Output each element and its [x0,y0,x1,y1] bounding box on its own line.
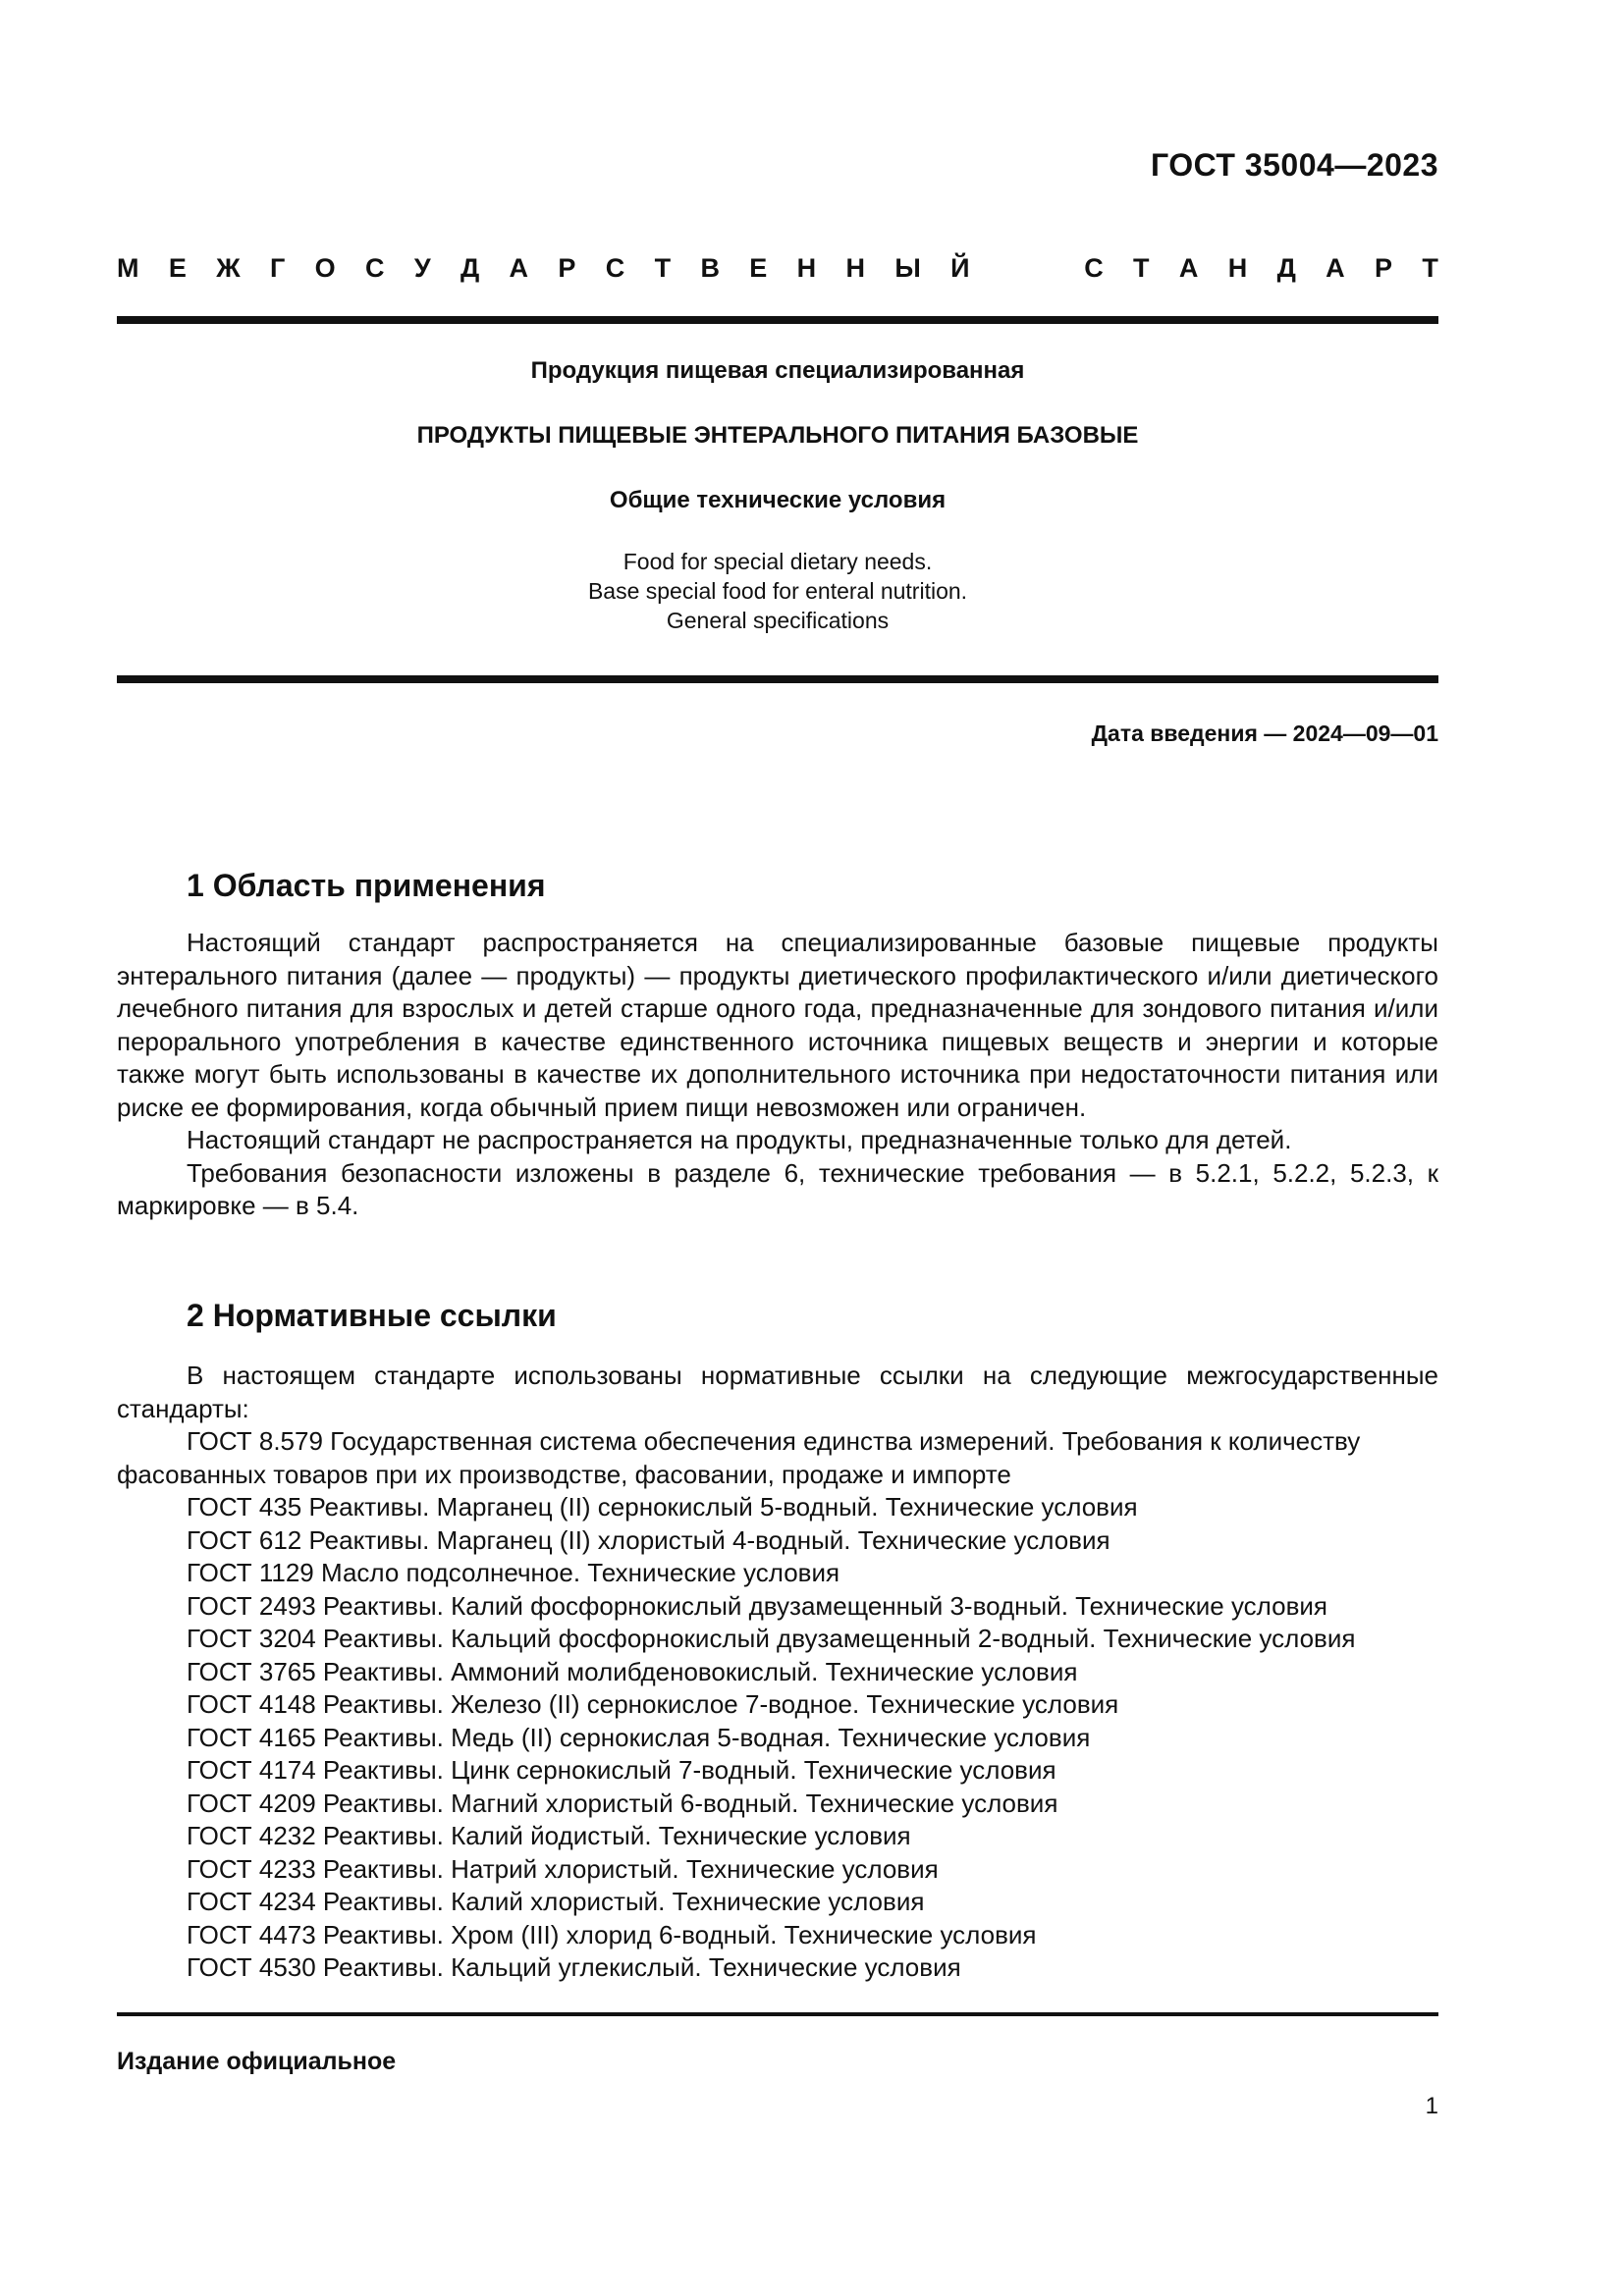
reference-item: ГОСТ 3765 Реактивы. Аммоний молибденовокислый. Технические условия [187,1656,1078,1686]
reference-item: ГОСТ 4473 Реактивы. Хром (III) хлорид 6-водный. Технические условия [187,1919,1037,1949]
document-title: ПРОДУКТЫ ПИЩЕВЫЕ ЭНТЕРАЛЬНОГО ПИТАНИЯ БАЗОВЫЕ [416,422,1139,449]
banner-letter: Ж [216,253,241,283]
reference-item: ГОСТ 4530 Реактивы. Кальций углекислый. Технические условия [187,1952,961,1982]
banner-letter: В [700,253,720,283]
reference-item: ГОСТ 1129 Масло подсолнечное. Технические условия [187,1558,840,1587]
english-title-line: General specifications [666,608,890,633]
banner-letter: С [1084,253,1104,283]
english-title-line: Base special food for enteral nutrition. [587,578,968,604]
scope-paragraph: Требования безопасности изложены в разделе 6, технические требования — в 5.2.1, 5.2.2, 5.2.3, к маркировке — в 5.4. [117,1157,1438,1220]
banner-letter: Р [558,253,576,283]
banner-letter: Н [796,253,817,283]
reference-item: ГОСТ 4234 Реактивы. Калий хлористый. Технические условия [187,1887,925,1916]
reference-item: ГОСТ 3204 Реактивы. Кальций фосфорнокислый двузамещенный 2-водный. Технические условия [187,1624,1356,1653]
reference-item: ГОСТ 4148 Реактивы. Железо (II) сернокислое 7-водное. Технические условия [187,1689,1119,1719]
banner-letter: Е [168,253,187,283]
banner-letter: А [1326,253,1345,283]
references-section-body [117,1360,1438,1985]
reference-item: ГОСТ 4174 Реактивы. Цинк сернокислый 7-водный. Технические условия [187,1755,1056,1785]
banner-letter: А [509,253,529,283]
banner-letter: У [413,253,431,283]
reference-item: ГОСТ 4165 Реактивы. Медь (II) сернокислая 5-водная. Технические условия [187,1722,1091,1752]
reference-item: ГОСТ 612 Реактивы. Марганец (II) хлористый 4-водный. Технические условия [187,1524,1110,1555]
top-divider [117,316,1438,324]
section-heading-normative-references: 2 Нормативные ссылки [187,1298,557,1333]
banner-letter: М [117,253,139,283]
banner-letter: Д [1276,253,1296,283]
english-title [117,547,1438,635]
banner-letter: Й [950,253,970,283]
product-category: Продукция пищевая специализированная [530,357,1025,384]
banner-letter: Д [460,253,480,283]
interstate-standard-banner [117,253,1438,284]
banner-letter: Р [1375,253,1393,283]
banner-letter: О [314,253,336,283]
section-heading-scope: 1 Область применения [187,868,546,903]
banner-letter: Т [654,253,672,283]
banner-letter: Е [749,253,768,283]
introduction-date: Дата введения — 2024—09—01 [1091,721,1438,746]
scope-paragraph: Настоящий стандарт распространяется на специализированные базовые пищевые продукты энтерального питания (далее — продукты) — продукты диетического профилактического и/или диетического лечебного питания для взрослых и детей старше одного года, предназначенные для зондового питания и/или перорального употребления в качестве единственного источника пищевых веществ и энергии и которые также могут быть использованы в качестве их дополнительного источника при недостаточности питания или риске ее формирования, когда обычный прием пищи невозможен или ограничен. [117,928,1438,1122]
standard-number: ГОСТ 35004—2023 [1150,147,1438,183]
banner-letter: Т [1422,253,1438,283]
banner-word-gap [1000,253,1055,284]
footer-divider [117,2012,1438,2016]
reference-item: ГОСТ 4233 Реактивы. Натрий хлористый. Технические условия [187,1853,939,1884]
english-title-line: Food for special dietary needs. [623,549,933,574]
banner-letter: Н [1227,253,1248,283]
reference-item: ГОСТ 435 Реактивы. Марганец (II) сернокислый 5-водный. Технические условия [187,1492,1138,1522]
banner-letter: С [605,253,625,283]
document-subtitle: Общие технические условия [609,487,947,513]
scope-section-body [117,927,1438,1223]
banner-letter: Ы [894,253,921,283]
banner-letter: С [364,253,385,283]
reference-item: ГОСТ 8.579 Государственная система обеспечения единства измерений. Требования к количеству фасованных товаров при их производстве, фасовании, продаже и импорте [117,1426,1361,1489]
banner-letter: Н [845,253,865,283]
scope-paragraph: Настоящий стандарт не распространяется на продукты, предназначенные только для детей. [187,1125,1292,1154]
reference-item: ГОСТ 2493 Реактивы. Калий фосфорнокислый двузамещенный 3-водный. Технические условия [187,1590,1328,1621]
page-number: 1 [1425,2093,1438,2119]
title-divider [117,675,1438,683]
references-intro: В настоящем стандарте использованы нормативные ссылки на следующие межгосударственные стандарты: [117,1361,1438,1423]
official-edition-label: Издание официальное [117,2048,397,2075]
reference-item: ГОСТ 4209 Реактивы. Магний хлористый 6-водный. Технические условия [187,1788,1058,1818]
reference-item: ГОСТ 4232 Реактивы. Калий йодистый. Технические условия [187,1821,911,1850]
banner-letter: Г [269,253,286,283]
banner-letter: А [1178,253,1199,283]
banner-letter: Т [1133,253,1150,283]
